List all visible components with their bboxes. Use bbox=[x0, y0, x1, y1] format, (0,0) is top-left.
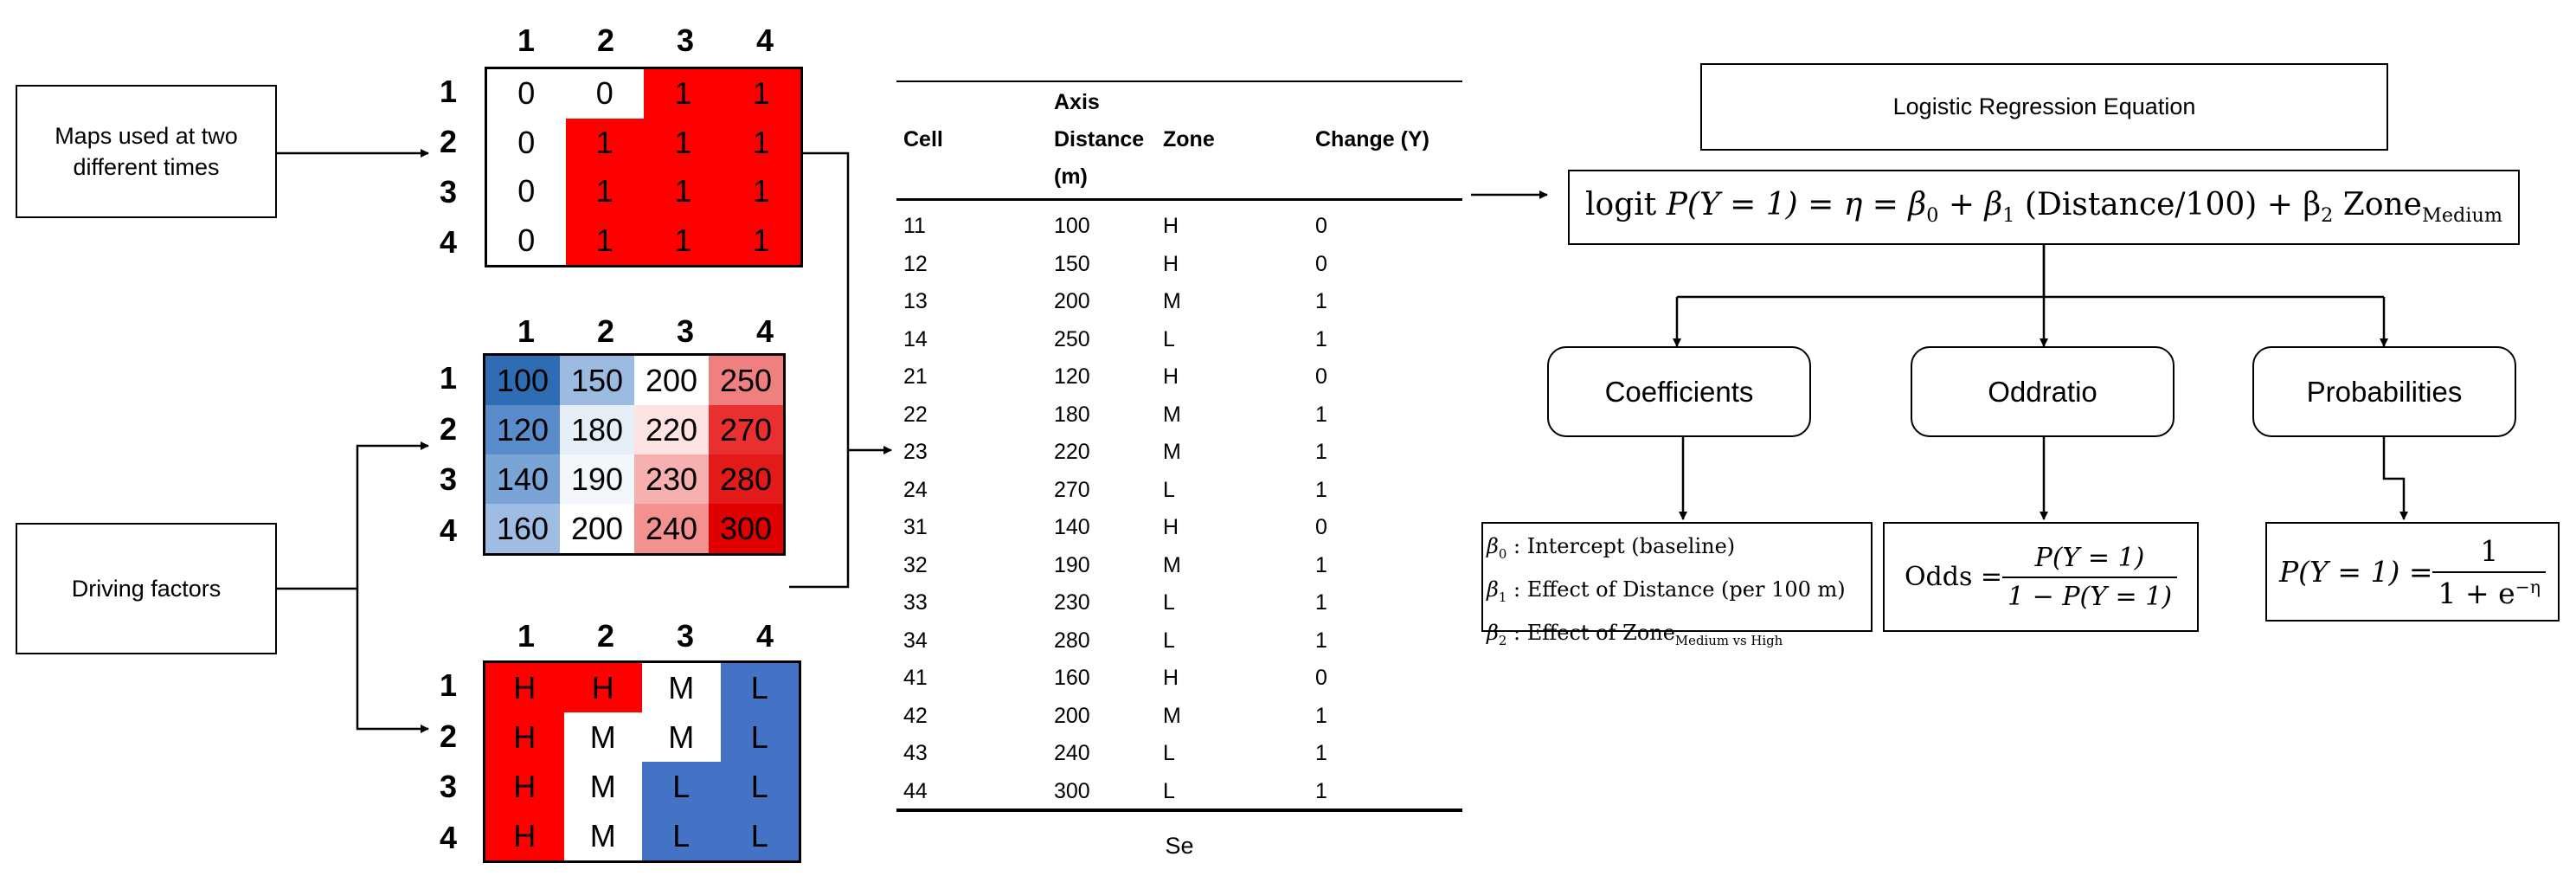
grid-cell: H bbox=[485, 712, 564, 762]
table-cell: M bbox=[1163, 402, 1181, 427]
grid-cell: 0 bbox=[487, 216, 566, 266]
table-row bbox=[896, 545, 1462, 583]
eq-logit: logit bbox=[1585, 187, 1657, 223]
title-box bbox=[1700, 63, 2388, 151]
grid-cell: 200 bbox=[634, 356, 709, 405]
table-cell: 190 bbox=[1054, 552, 1090, 577]
eq-b1-sub: 1 bbox=[2002, 204, 2015, 228]
grid-cell: L bbox=[642, 811, 721, 860]
grid-cell: 1 bbox=[644, 216, 723, 266]
grid-cell: 0 bbox=[487, 119, 566, 168]
col-label: 3 bbox=[676, 23, 695, 58]
grid-cell: M bbox=[564, 712, 643, 762]
table-cell: M bbox=[1163, 440, 1181, 464]
header-zone: Zone bbox=[1163, 127, 1215, 151]
maps-used-box bbox=[16, 85, 277, 218]
table-cell: M bbox=[1163, 289, 1181, 313]
change-map-row-labels bbox=[433, 67, 464, 267]
zone-map-grid bbox=[483, 660, 801, 863]
row-label: 3 bbox=[439, 461, 458, 498]
table-cell: 1 bbox=[1315, 326, 1327, 351]
col-label: 3 bbox=[676, 618, 695, 654]
table-cell: 1 bbox=[1315, 477, 1327, 502]
grid-cell: 250 bbox=[709, 356, 783, 405]
grid-cell: 0 bbox=[487, 167, 566, 216]
zone-map-row-labels bbox=[433, 660, 464, 863]
grid-cell: 150 bbox=[560, 356, 634, 405]
col-label: 4 bbox=[755, 23, 774, 58]
table-row bbox=[896, 771, 1462, 809]
grid-cell: L bbox=[721, 811, 800, 860]
header-change: Change (Y) bbox=[1315, 127, 1429, 151]
prob-numerator: 1 bbox=[2480, 533, 2499, 568]
distance-map-grid bbox=[483, 353, 786, 556]
col-label: 2 bbox=[596, 313, 615, 349]
grid-cell: 1 bbox=[644, 167, 723, 216]
grid-cell: 1 bbox=[644, 119, 723, 168]
table-cell: 21 bbox=[903, 364, 928, 389]
grid-cell: L bbox=[642, 762, 721, 811]
table-row bbox=[896, 470, 1462, 508]
row-label: 4 bbox=[439, 224, 458, 260]
grid-cell: M bbox=[642, 663, 721, 712]
logit-equation bbox=[1585, 187, 2502, 227]
prob-fraction bbox=[2432, 534, 2546, 610]
odds-formula-box bbox=[1883, 522, 2199, 632]
grid-cell: 160 bbox=[485, 504, 560, 553]
prob-denominator: $1 + e^{-\eta}$ bbox=[2432, 571, 2546, 610]
oddratio-node bbox=[1911, 346, 2175, 437]
table-cell: 0 bbox=[1315, 515, 1327, 539]
row-label: 4 bbox=[439, 512, 458, 548]
grid-cell: 200 bbox=[560, 504, 634, 553]
table-cell: 230 bbox=[1054, 590, 1090, 615]
table-cell: L bbox=[1163, 477, 1175, 502]
table-cell: L bbox=[1163, 741, 1175, 765]
header-axis-line3: (m) bbox=[1054, 164, 1088, 189]
grid-cell: 270 bbox=[709, 405, 783, 454]
col-label: 2 bbox=[596, 618, 615, 654]
table-cell: 32 bbox=[903, 552, 928, 577]
table-cell: 1 bbox=[1315, 552, 1327, 577]
table-row bbox=[896, 658, 1462, 696]
grid-cell: 1 bbox=[723, 119, 801, 168]
table-cell: 1 bbox=[1315, 703, 1327, 728]
odds-numerator: P(Y = 1) bbox=[2034, 542, 2145, 573]
table-cell: 1 bbox=[1315, 440, 1327, 464]
row-label: 3 bbox=[439, 174, 458, 209]
table-row bbox=[896, 621, 1462, 659]
zone-map-col-labels bbox=[486, 618, 805, 653]
arrow-driving-to-distance bbox=[357, 446, 428, 589]
coef-line-zone: $\beta_2$ : Effect of Zone$_{Medium vs High}$ bbox=[1487, 620, 1783, 648]
change-map-grid bbox=[485, 67, 803, 267]
table-cell: 220 bbox=[1054, 440, 1090, 464]
oddratio-label: Oddratio bbox=[1988, 375, 2097, 408]
table-cell: M bbox=[1163, 552, 1181, 577]
odds-denominator: 1 − P(Y = 1) bbox=[2002, 577, 2177, 612]
table-row bbox=[896, 583, 1462, 621]
grid-cell: 180 bbox=[560, 405, 634, 454]
eq-b2-sub: 2 bbox=[2321, 204, 2334, 228]
table-cell: 41 bbox=[903, 666, 928, 690]
table-cell: L bbox=[1163, 590, 1175, 615]
table-cell: 200 bbox=[1054, 703, 1090, 728]
table-cell: 0 bbox=[1315, 666, 1327, 690]
col-label: 1 bbox=[517, 23, 536, 58]
table-cell: 270 bbox=[1054, 477, 1090, 502]
odds-lhs: Odds = bbox=[1904, 562, 2003, 592]
table-row bbox=[896, 357, 1462, 395]
table-cell: 43 bbox=[903, 741, 928, 765]
coef-line-distance: $\beta_1$ : Effect of Distance (per 100 m) bbox=[1487, 577, 1846, 605]
table-cell: L bbox=[1163, 628, 1175, 653]
table-row bbox=[896, 319, 1462, 358]
table-row bbox=[896, 432, 1462, 470]
table-cell: H bbox=[1163, 251, 1179, 276]
row-label: 4 bbox=[439, 819, 458, 855]
grid-cell: H bbox=[485, 663, 564, 712]
grid-cell: 1 bbox=[723, 69, 801, 119]
header-cell: Cell bbox=[903, 127, 943, 151]
col-label: 2 bbox=[596, 23, 615, 58]
data-table bbox=[896, 81, 1462, 860]
table-body bbox=[896, 201, 1462, 808]
grid-cell: 240 bbox=[634, 504, 709, 553]
table-row bbox=[896, 507, 1462, 545]
maps-used-label: Maps used at two different times bbox=[55, 122, 238, 180]
table-cell: 0 bbox=[1315, 364, 1327, 389]
eq-medium-sub: Medium bbox=[2421, 204, 2502, 228]
grid-cell: 1 bbox=[644, 69, 723, 119]
coefficients-node bbox=[1547, 346, 1811, 437]
row-label: 2 bbox=[439, 410, 458, 447]
title-label: Logistic Regression Equation bbox=[1892, 93, 2196, 120]
grid-cell: H bbox=[564, 663, 643, 712]
eq-distance: (Distance/100) + β bbox=[2014, 187, 2322, 223]
grid-cell: M bbox=[564, 811, 643, 860]
row-label: 1 bbox=[439, 74, 458, 109]
driving-factors-label: Driving factors bbox=[71, 575, 222, 602]
grid-cell: 1 bbox=[723, 167, 801, 216]
grid-cell: M bbox=[564, 762, 643, 811]
table-cell: 24 bbox=[903, 477, 928, 502]
driving-factors-box bbox=[16, 523, 277, 654]
eq-zone: Zone bbox=[2333, 187, 2422, 223]
table-cell: 280 bbox=[1054, 628, 1090, 653]
col-label: 3 bbox=[676, 313, 695, 349]
grid-cell: 1 bbox=[566, 216, 645, 266]
table-row bbox=[896, 206, 1462, 244]
table-cell: 22 bbox=[903, 402, 928, 427]
table-row bbox=[896, 733, 1462, 771]
table-cell: 0 bbox=[1315, 251, 1327, 276]
row-label: 2 bbox=[439, 718, 458, 754]
row-label: 2 bbox=[439, 124, 458, 159]
table-cell: 23 bbox=[903, 440, 928, 464]
table-cell: M bbox=[1163, 703, 1181, 728]
grid-cell: 1 bbox=[723, 216, 801, 266]
grid-cell: L bbox=[721, 712, 800, 762]
table-caption: Se bbox=[1165, 833, 1194, 859]
table-cell: H bbox=[1163, 214, 1179, 238]
table-row bbox=[896, 281, 1462, 319]
row-label: 1 bbox=[439, 360, 458, 396]
probabilities-label: Probabilities bbox=[2306, 375, 2463, 408]
table-cell: 0 bbox=[1315, 214, 1327, 238]
table-cell: 1 bbox=[1315, 741, 1327, 765]
eq-b0-sub: 0 bbox=[1926, 204, 1939, 228]
table-cell: 1 bbox=[1315, 628, 1327, 653]
table-bottom-rule bbox=[896, 808, 1462, 812]
table-cell: 250 bbox=[1054, 326, 1090, 351]
distance-map-row-labels bbox=[433, 353, 464, 556]
grid-cell: 1 bbox=[566, 119, 645, 168]
col-label: 1 bbox=[517, 618, 536, 654]
coef-line-intercept: $\beta_0$ : Intercept (baseline) bbox=[1487, 534, 1736, 562]
table-cell: 240 bbox=[1054, 741, 1090, 765]
odds-fraction bbox=[2002, 543, 2177, 612]
line-changemap-to-table bbox=[800, 153, 848, 450]
eq-p-y1: P(Y = 1) = η = β bbox=[1666, 187, 1927, 223]
change-map-col-labels bbox=[486, 23, 805, 57]
grid-cell: 0 bbox=[566, 69, 645, 119]
probabilities-node bbox=[2252, 346, 2516, 437]
table-cell: 12 bbox=[903, 251, 928, 276]
table-cell: 180 bbox=[1054, 402, 1090, 427]
grid-cell: 120 bbox=[485, 405, 560, 454]
col-label: 4 bbox=[755, 313, 774, 349]
table-cell: 31 bbox=[903, 515, 928, 539]
equation-box bbox=[1568, 170, 2520, 245]
table-cell: 100 bbox=[1054, 214, 1090, 238]
table-cell: 200 bbox=[1054, 289, 1090, 313]
table-row bbox=[896, 244, 1462, 282]
table-cell: 44 bbox=[903, 778, 928, 803]
table-header bbox=[896, 81, 1462, 201]
distance-map-col-labels bbox=[486, 313, 805, 348]
arrow-driving-to-zone bbox=[357, 589, 428, 729]
grid-cell: H bbox=[485, 762, 564, 811]
table-row bbox=[896, 395, 1462, 433]
table-cell: 34 bbox=[903, 628, 928, 653]
table-cell: H bbox=[1163, 666, 1179, 690]
grid-cell: 1 bbox=[566, 167, 645, 216]
grid-cell: L bbox=[721, 762, 800, 811]
table-cell: 33 bbox=[903, 590, 928, 615]
table-cell: 14 bbox=[903, 326, 928, 351]
grid-cell: 230 bbox=[634, 454, 709, 504]
table-cell: 1 bbox=[1315, 289, 1327, 313]
grid-cell: 140 bbox=[485, 454, 560, 504]
table-cell: 160 bbox=[1054, 666, 1090, 690]
header-axis-line1: Axis bbox=[1054, 90, 1100, 114]
table-cell: 1 bbox=[1315, 778, 1327, 803]
table-cell: H bbox=[1163, 515, 1179, 539]
col-label: 4 bbox=[755, 618, 774, 654]
table-cell: L bbox=[1163, 326, 1175, 351]
table-cell: 42 bbox=[903, 703, 928, 728]
arrow-prob-to-formula bbox=[2384, 437, 2404, 519]
eq-plus-b1: + β bbox=[1938, 187, 2003, 223]
row-label: 3 bbox=[439, 769, 458, 805]
table-cell: 150 bbox=[1054, 251, 1090, 276]
prob-lhs: P(Y = 1) = bbox=[2278, 555, 2433, 589]
grid-cell: M bbox=[642, 712, 721, 762]
table-cell: 120 bbox=[1054, 364, 1090, 389]
grid-cell: 100 bbox=[485, 356, 560, 405]
grid-cell: H bbox=[485, 811, 564, 860]
grid-cell: 300 bbox=[709, 504, 783, 553]
table-row bbox=[896, 696, 1462, 734]
table-cell: 1 bbox=[1315, 590, 1327, 615]
header-axis-line2: Distance bbox=[1054, 127, 1145, 151]
grid-cell: 280 bbox=[709, 454, 783, 504]
table-cell: H bbox=[1163, 364, 1179, 389]
coefficients-label: Coefficients bbox=[1604, 375, 1754, 408]
table-cell: 300 bbox=[1054, 778, 1090, 803]
coefficients-definitions bbox=[1481, 522, 1873, 648]
row-label: 1 bbox=[439, 667, 458, 704]
table-cell: 1 bbox=[1315, 402, 1327, 427]
grid-cell: 190 bbox=[560, 454, 634, 504]
line-distmap-to-table bbox=[789, 450, 848, 587]
col-label: 1 bbox=[517, 313, 536, 349]
grid-cell: 220 bbox=[634, 405, 709, 454]
table-cell: 140 bbox=[1054, 515, 1090, 539]
table-cell: 11 bbox=[903, 214, 926, 238]
table-cell: 13 bbox=[903, 289, 928, 313]
grid-cell: 0 bbox=[487, 69, 566, 119]
table-cell: L bbox=[1163, 778, 1175, 803]
grid-cell: L bbox=[721, 663, 800, 712]
probability-formula-box bbox=[2265, 522, 2560, 622]
